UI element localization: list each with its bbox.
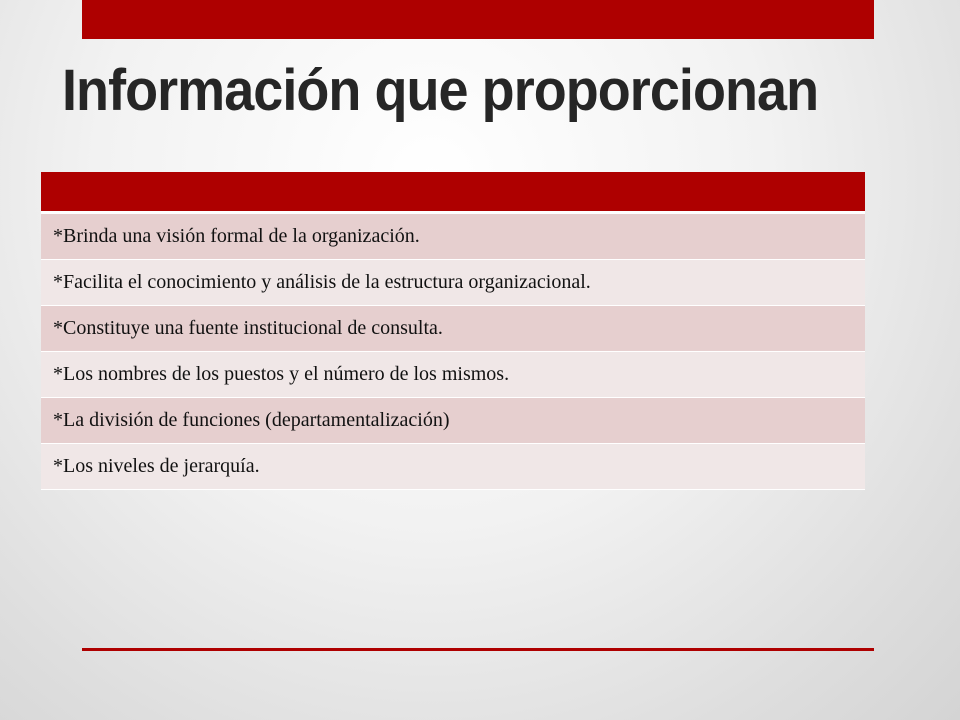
table-row: [41, 306, 865, 352]
table-row: [41, 260, 865, 306]
table-row: [41, 444, 865, 490]
table-cell: *Los niveles de jerarquía.: [41, 444, 865, 490]
table-header-cell: [41, 172, 865, 213]
table-cell: *Constituye una fuente institucional de consulta.: [41, 306, 865, 352]
table-row: [41, 398, 865, 444]
table-row: [41, 352, 865, 398]
top-accent-bar: [82, 0, 874, 39]
bottom-accent-line: [82, 648, 874, 651]
table-cell: *Los nombres de los puestos y el número de los mismos.: [41, 352, 865, 398]
info-table: [41, 172, 865, 490]
table-cell: *Brinda una visión formal de la organización.: [41, 213, 865, 260]
table-cell: *La división de funciones (departamentalización): [41, 398, 865, 444]
table-row: [41, 213, 865, 260]
table-cell: *Facilita el conocimiento y análisis de la estructura organizacional.: [41, 260, 865, 306]
table-header-row: [41, 172, 865, 213]
slide-title: Información que proporcionan: [62, 58, 819, 123]
